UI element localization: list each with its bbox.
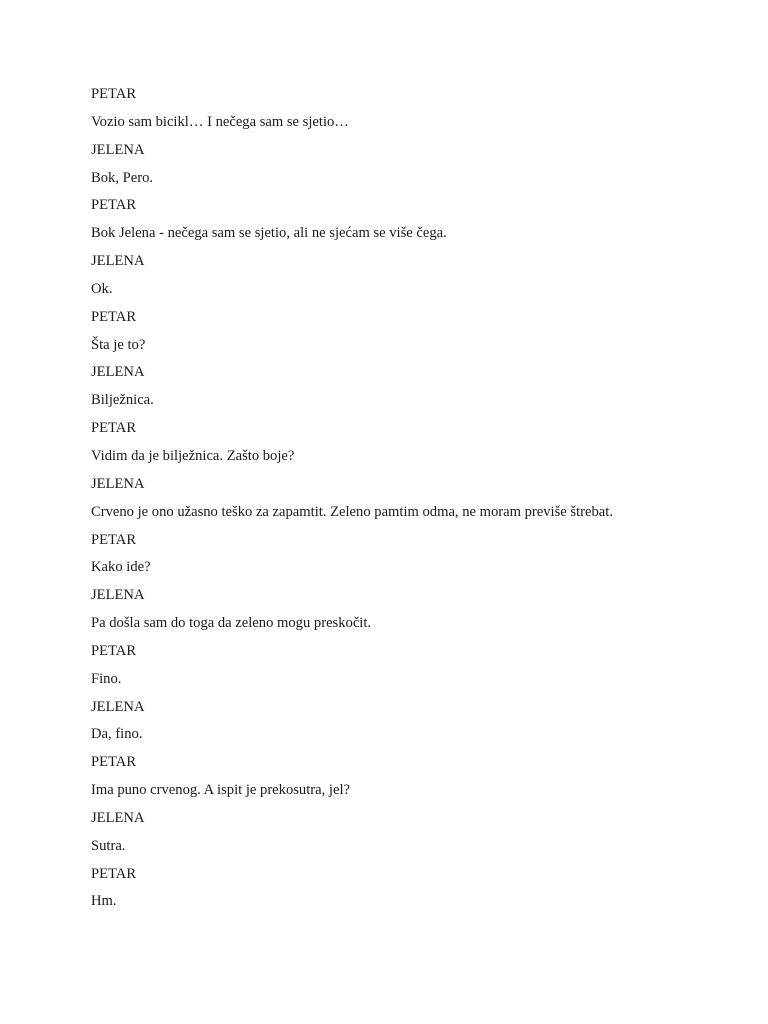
speaker-name: JELENA [91, 253, 145, 270]
speaker-name: PETAR [91, 642, 137, 659]
dialogue-line: Vozio sam bicikl… I nečega sam se sjetio… [91, 113, 349, 130]
speaker-name: PETAR [91, 754, 137, 771]
dialogue-line: Sutra. [91, 837, 126, 854]
script-dialogue [91, 84, 711, 919]
speaker-name: PETAR [91, 197, 137, 214]
dialogue-line: Pa došla sam do toga da zeleno mogu preskočit. [91, 615, 372, 632]
speaker-name: PETAR [91, 86, 137, 102]
dialogue-line: Crveno je ono užasno teško za zapamtit. Zeleno pamtim odma, ne moram previše štrebat. [91, 503, 613, 520]
dialogue-line: Vidim da je bilježnica. Zašto boje? [91, 447, 295, 464]
dialogue-line: Ima puno crvenog. A ispit je prekosutra, jel? [91, 782, 350, 799]
dialogue-line: Bok Jelena - nečega sam se sjetio, ali ne sjećam se više čega. [91, 225, 447, 242]
dialogue-line: Kako ide? [91, 559, 151, 576]
dialogue-line: Šta je to? [91, 336, 146, 353]
speaker-name: PETAR [91, 865, 137, 882]
dialogue-line: Ok. [91, 280, 113, 297]
speaker-name: JELENA [91, 698, 145, 715]
speaker-name: PETAR [91, 308, 137, 325]
speaker-name: JELENA [91, 809, 145, 826]
dialogue-line: Bok, Pero. [91, 169, 154, 186]
speaker-name: JELENA [91, 141, 145, 158]
dialogue-line: Da, fino. [91, 726, 143, 743]
speaker-name: JELENA [91, 364, 145, 381]
speaker-name: JELENA [91, 587, 145, 604]
speaker-name: JELENA [91, 475, 145, 492]
speaker-name: PETAR [91, 531, 137, 548]
speaker-name: PETAR [91, 420, 137, 437]
dialogue-line: Bilježnica. [91, 392, 154, 409]
dialogue-line: Fino. [91, 670, 122, 687]
dialogue-line: Hm. [91, 893, 117, 910]
